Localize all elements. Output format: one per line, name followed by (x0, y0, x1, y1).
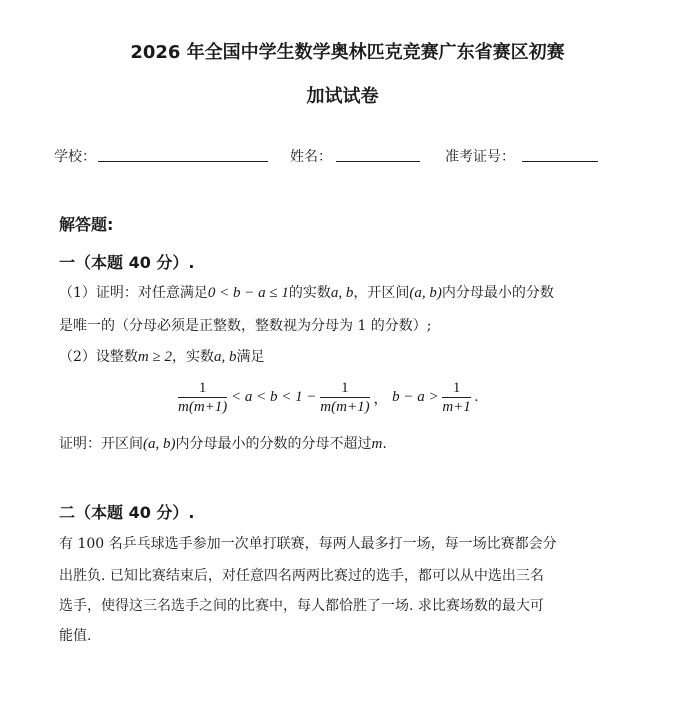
p1-text-b: 的实数 (288, 285, 331, 301)
fraction-3: $\frac{1}{m+1}$ (442, 380, 471, 415)
problem1-part2-line1 (59, 349, 265, 365)
problem1-heading: 一（本题 40 分）. (59, 253, 195, 272)
p2-text-b: ，实数 (172, 349, 214, 365)
p1-text-a: （1）证明：对任意满足 (59, 285, 208, 301)
formula-separator: ， (373, 391, 389, 407)
p2-text-a: （2）设整数 (59, 349, 138, 365)
display-formula (178, 380, 478, 415)
problem2-line2: 出胜负. 已知比赛结束后，对任意四名两两比赛过的选手，都可以从中选出三名 (59, 568, 544, 584)
problem1-part1-line2: 是唯一的（分母必须是正整数，整数视为分母为 1 的分数）; (59, 318, 432, 334)
problem2-line4: 能值. (59, 628, 92, 644)
fraction-2: $\frac{1}{m(m+1)}$ (320, 380, 370, 415)
formula-end: . (474, 389, 479, 405)
exam-title-line2: 加试试卷 (306, 86, 379, 107)
p1-interval: (a, b) (409, 285, 442, 301)
p1-text-c: ，开区间 (353, 285, 410, 301)
p1-condition: 0 < b − a ≤ 1 (207, 285, 289, 301)
problem2-line1: 有 100 名乒乓球选手参加一次单打联赛，每两人最多打一场，每一场比赛都会分 (59, 536, 557, 552)
p2-text-c: 满足 (236, 349, 265, 365)
school-label: 学校： (54, 149, 96, 165)
fraction-1: $\frac{1}{m(m+1)}$ (178, 380, 228, 415)
proof-text-b: 内分母最小的分数的分母不超过 (175, 436, 372, 452)
proof-text-a: 证明：开区间 (59, 436, 143, 452)
exam-title-line1: 2026 年全国中学生数学奥林匹克竞赛广东省赛区初赛 (130, 42, 565, 63)
section-heading: 解答题: (59, 215, 114, 234)
p1-vars: a, b (330, 285, 354, 301)
problem2-heading: 二（本题 40 分）. (59, 503, 195, 522)
problem1-proof-statement (59, 436, 387, 452)
proof-var: m (371, 436, 383, 452)
proof-interval: (a, b) (143, 436, 176, 452)
p2-condition: m ≥ 2 (137, 349, 172, 365)
p1-text-d: 内分母最小的分数 (441, 285, 554, 301)
name-field-line[interactable] (336, 161, 420, 162)
exam-id-field-line[interactable] (522, 161, 598, 162)
inequality-second: b − a > (392, 389, 439, 405)
inequality-middle: < a < b < 1 − (231, 389, 317, 405)
proof-end: . (382, 436, 387, 452)
exam-id-label: 准考证号： (445, 149, 515, 165)
problem1-part1-line1 (59, 285, 554, 301)
school-field-line[interactable] (98, 161, 268, 162)
p2-vars: a, b (214, 349, 237, 365)
problem2-line3: 选手，使得这三名选手之间的比赛中，每人都恰胜了一场. 求比赛场数的最大可 (59, 598, 544, 614)
name-label: 姓名： (290, 149, 332, 165)
